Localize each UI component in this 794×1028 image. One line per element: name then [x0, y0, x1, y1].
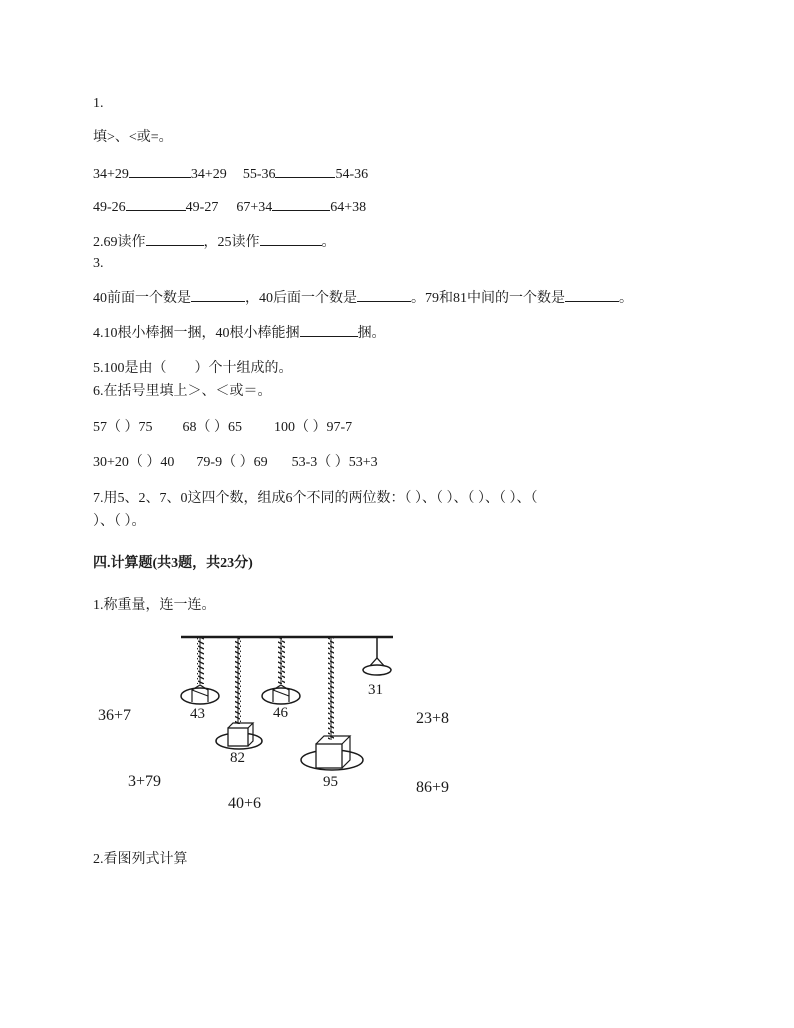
- expression-item[interactable]: 36+7: [98, 707, 132, 724]
- scale-31: [363, 638, 391, 675]
- q1-expr: 49-27: [185, 200, 219, 215]
- q3-number: 3.: [93, 256, 104, 271]
- q1-number: 1.: [93, 96, 104, 111]
- q7-line-2: ）、（ ）。: [93, 514, 146, 529]
- q5: 5.100是由（ ）个十组成的。: [93, 361, 293, 376]
- q1-expr: 67+34: [236, 200, 273, 215]
- weight-label: 82: [230, 750, 245, 766]
- scale-95: [301, 638, 363, 770]
- q4-text: 4.10根小棒捆一捆，40根小棒能捆: [93, 326, 300, 341]
- q6-item: 53-3（ ）53+3: [291, 455, 378, 470]
- scale-43: [181, 638, 219, 704]
- q7-line-1: 7.用5、2、7、0这四个数，组成6个不同的两位数：（ ）、（ ）、（ ）、（ ）、（: [93, 491, 538, 506]
- q6-item: 100（ ）97-7: [274, 420, 353, 435]
- weight-label: 31: [368, 682, 383, 698]
- q3-text: ，40后面一个数是: [245, 291, 357, 306]
- q3-text: 40前面一个数是: [93, 291, 191, 306]
- c2-title: 2.看图列式计算: [93, 852, 188, 867]
- q2-end: 。: [321, 235, 336, 250]
- q6-item: 79-9（ ）69: [196, 455, 268, 470]
- q1-expr: 54-36: [335, 167, 369, 182]
- q1-expr: 34+29: [190, 167, 227, 182]
- q6-item: 57（ ）75: [93, 420, 153, 435]
- q1-expr: 49-26: [93, 200, 126, 215]
- scale-46: [262, 638, 300, 704]
- scale-82: [216, 638, 262, 749]
- weight-label: 43: [190, 706, 205, 722]
- c1-title: 1.称重量，连一连。: [93, 598, 216, 613]
- q2-separator: ，: [203, 235, 218, 250]
- expression-item[interactable]: 40+6: [228, 795, 262, 812]
- weight-label: 95: [323, 774, 338, 790]
- q2-text: 2.69读作: [93, 235, 146, 250]
- q6-item: 68（ ）65: [182, 420, 242, 435]
- q1-expr: 55-36: [242, 167, 276, 182]
- expression-item[interactable]: 86+9: [416, 779, 450, 796]
- section-heading: 四.计算题(共3题，共23分): [93, 556, 253, 571]
- q1-expr: 34+29: [93, 167, 129, 182]
- expression-item[interactable]: 3+79: [128, 773, 162, 790]
- q6-instruction: 6.在括号里填上＞、＜或＝。: [93, 384, 272, 399]
- q3-end: 。: [619, 291, 633, 306]
- q1-expr: 64+38: [330, 200, 367, 215]
- q1-instruction: 填>、<或=。: [93, 130, 173, 145]
- expression-item[interactable]: 23+8: [416, 710, 450, 727]
- q2-text: 25读作: [217, 235, 260, 250]
- weight-label: 46: [273, 705, 288, 721]
- q6-item: 30+20（ ）40: [93, 455, 175, 470]
- q3-text: 。79和81中间的一个数是: [411, 291, 565, 306]
- q4-end: 捆。: [357, 326, 386, 341]
